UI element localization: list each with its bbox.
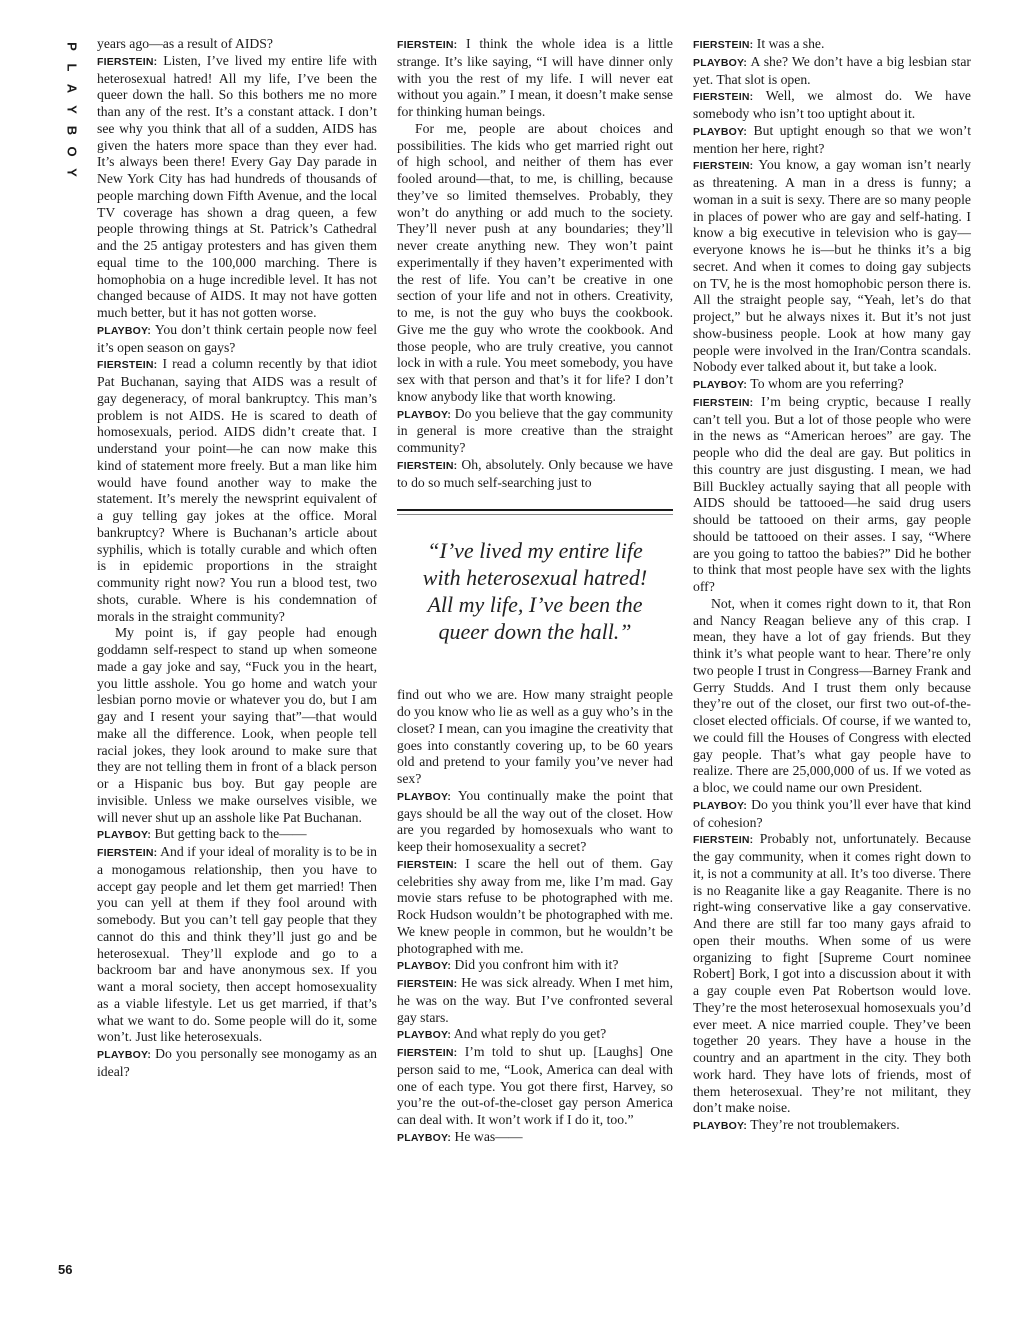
speaker-label: PLAYBOY: — [397, 408, 452, 421]
qa-paragraph — [97, 844, 377, 1046]
qa-paragraph — [397, 1044, 673, 1129]
spine-letter: Y — [64, 105, 80, 114]
qa-paragraph — [97, 356, 377, 625]
speaker-label: FIERSTEIN: — [693, 396, 754, 409]
qa-paragraph — [397, 957, 673, 975]
paragraph-text: They’re not troublemakers. — [747, 1117, 900, 1132]
speaker-label: PLAYBOY: — [97, 324, 152, 337]
spine-letter: P — [64, 42, 80, 51]
paragraph-text: I read a column recently by that idiot Pat Buchanan, saying that AIDS was a result of gay degeneracy, of moral bankruptcy. This man’s problem is not AIDS. He is scared to death of homosexuals, period. AIDS didn’t create that. I understand your point—he can now make this kind of statement more freely. But a man like him would have found another way to make the statement. It’s merely the newsprint equivalent of a guy telling gay jokes at the office. Moral bankruptcy? Where is Buchanan’s article about syphilis, which is totally curable and which often is in epidemic proportions in the straight community right now? You run a blood test, two shots, curable. Where is his condemnation of morals in the straight community? — [97, 356, 377, 624]
paragraph-text: Did you confront him with it? — [451, 957, 619, 973]
speaker-label: FIERSTEIN: — [693, 834, 754, 847]
paragraph-text: To whom are you referring? — [747, 376, 904, 391]
spine-letter: O — [64, 146, 80, 157]
body-paragraph — [397, 687, 673, 788]
speaker-label: FIERSTEIN: — [97, 55, 158, 68]
speaker-label: FIERSTEIN: — [693, 91, 754, 104]
speaker-label: FIERSTEIN: — [397, 1047, 458, 1059]
speaker-label: FIERSTEIN: — [397, 978, 458, 990]
paragraph-text: Listen, I’ve lived my entire life with heterosexual hatred! All my life, I’ve been the queer down the hall. So this bothers me no more than any of the rest. It’s a constant attack. I don’t see why you think that all of a sudden, AIDS has given the haters more space than they ever had. It’s always been there! Every Gay Day parade in New York City has had hundreds of thousands of people marching down Fifth Avenue, and the local TV coverage has shown a drag queen, a few people throwing things at St. Patrick’s Cathedral and the 25 antigay protesters and has given them equal time to the 100,000 marching. There is homophobia on a huge incredible level. It has not changed because of AIDS. It may not have gotten much better, but it has not gotten worse. — [97, 52, 377, 320]
speaker-label: PLAYBOY: — [693, 379, 748, 391]
speaker-label: FIERSTEIN: — [397, 858, 458, 871]
speaker-label: PLAYBOY: — [397, 1029, 452, 1042]
qa-paragraph — [97, 826, 377, 844]
qa-paragraph — [397, 856, 673, 958]
speaker-label: FIERSTEIN: — [693, 39, 754, 51]
text-column-3 — [693, 36, 971, 1135]
paragraph-text: years ago—as a result of AIDS? — [97, 36, 273, 51]
qa-paragraph — [693, 376, 971, 394]
paragraph-text: You know, a gay woman isn’t nearly as threatening. A man in a dress is funny; a woman in a suit is sexy. There are so many people in places of power who are gay and self-hating. I know a big executive in television who is gay—everyone knows he is—but he thinks it’s a big secret. And when it comes to doing gay subjects on TV, he is the most homophobic person there is. All the straight people say, “Yeah, let’s do that project,” but he always nixes it. But it’s not just show-business people. Look at how many gay people were involved in the Iran/Contra scandals. Nobody ever talked about it, but take a look. — [693, 157, 971, 375]
paragraph-text: find out who we are. How many straight people do you know who lie as well as a guy who’s in the closet? I mean, can you imagine the creativity that goes into constantly covering up, to be 60 years old and pretend to your family you’ve never had sex? — [397, 687, 673, 786]
speaker-label: FIERSTEIN: — [397, 459, 458, 472]
speaker-label: PLAYBOY: — [397, 1131, 452, 1144]
qa-paragraph — [397, 36, 673, 121]
paragraph-text: But uptight enough so that we won’t mention her here, right? — [693, 122, 971, 156]
qa-paragraph — [397, 975, 673, 1026]
paragraph-text: Probably not, unfortunately. Because the gay community, when it comes right down to it, is not a community at all. It’s too diverse. There is no Reaganite like a gay Reaganite. There is no right-wing conservative like a gay conservative. And there are still far too many gays afraid to open their mouths. When some of us were organizing to fight [Supreme Court nominee Robert] Bork, I got into a discussion about it with a gay couple even Pat Robertson would love. They’re the most heterosexual homosexuals you’d ever meet. A nice married couple. They’ve been together 20 years. They have a house in the country and an apartment in the city. They both work hard. They have lots of friends, most of them heterosexual. They’re not militant, they don’t make noise. — [693, 831, 971, 1116]
speaker-label: FIERSTEIN: — [397, 39, 458, 51]
qa-paragraph — [693, 797, 971, 832]
qa-paragraph — [97, 53, 377, 322]
paragraph-text: He was—— — [451, 1128, 523, 1144]
paragraph-text: Not, when it comes right down to it, that Ron and Nancy Reagan believe any of this crap. I mean, they have a lot of gay friends. But they think it’s what people want to hear. There’re only two people I trust in Congress—Barney Frank and Gerry Studds. And I trust them only because they’re out of the closet, our first two out-of-the-closet elected officials. Of course, if we wanted to, we could fill the Houses of Congress with elected gay people. That’s what gay people have to realize. There are 25,000,000 of us. If we voted as a bloc, we could name our own President. — [693, 595, 971, 795]
paragraph-text: You don’t think certain people now feel it’s open season on gays? — [97, 321, 377, 355]
body-paragraph — [397, 121, 673, 406]
spine-letter: B — [64, 125, 80, 136]
qa-paragraph — [693, 36, 971, 54]
column-2-bottom — [397, 687, 673, 1146]
pull-quote-box — [397, 509, 673, 665]
spine-letter: A — [64, 83, 80, 94]
paragraph-text: Do you personally see monogamy as an ideal? — [97, 1046, 377, 1079]
paragraph-text: My point is, if gay people had enough goddamn self-respect to stand up when someone made a gay joke and say, “Fuck you in the heart, you little asshole. You go home and watch your lesbian porno movie or whatever you do, but I am gay and I resent your saying that”—that would make all the difference. Look, when people tell racial jokes, they look around to make sure that they are not telling them in front of a black person or a Hispanic bus boy. But gay people are invisible. Unless we make ourselves visible, we will never shut up an asshole like Pat Buchanan. — [97, 625, 377, 825]
paragraph-text: For me, people are about choices and possibilities. The kids who get married right out of high school, and neither of them has ever fooled around—that, to me, is chilling, because they’ve so limited themselves. Probably, they won’t do anything or add much to the society. They’ll never push at any boundaries; they’ll never create anything new. They won’t paint experimentally if they haven’t experimented with the rest of life. You can’t be creative in one section of your life and not in others. Creativity, to me, is not the guy who buys the cookbook. Give me the guy who wrote the cookbook. And those people, who are truly creative, you cannot lock in with a rule. You meet somebody, you have sex with that person and that’s it for life? I don’t know anybody like that worth knowing. — [397, 120, 673, 404]
pull-quote: “I’ve lived my entire life with heterosexual hatred! All my life, I’ve been the queer down the hall.” — [422, 538, 648, 645]
qa-paragraph — [693, 394, 971, 596]
paragraph-text: You continually make the point that gays should be all the way out of the closet. How are you regarded by homosexuals who want to keep their homosexuality a secret? — [397, 787, 673, 854]
speaker-label: FIERSTEIN: — [97, 359, 158, 372]
qa-paragraph — [693, 831, 971, 1117]
paragraph-text: I think the whole idea is a little strange. It’s like saying, “I will have dinner only with you the rest of my life. I will never eat without you again.” I mean, it doesn’t make sense for thinking human beings. — [397, 36, 673, 119]
qa-paragraph — [693, 88, 971, 123]
qa-paragraph — [97, 1046, 377, 1081]
paragraph-text: I’m told to shut up. [Laughs] One person said to me, “Look, America can deal with one of each type. You got there first, Harvey, so you’re the out-of-the-closet gay person America can deal with. It won’t work if I do it, too.” — [397, 1044, 673, 1127]
text-column-1 — [97, 36, 377, 1081]
qa-paragraph — [397, 1026, 673, 1044]
speaker-label: PLAYBOY: — [693, 56, 748, 69]
qa-paragraph — [397, 1129, 673, 1147]
speaker-label: PLAYBOY: — [397, 790, 452, 803]
speaker-label: PLAYBOY: — [97, 829, 152, 842]
page-number: 56 — [58, 1262, 73, 1277]
column-2-top — [397, 36, 673, 491]
paragraph-text: And if your ideal of morality is to be in a monogamous relationship, then you have to accept gay people and let them get married! Then you can yell at them if they fool around with somebody. But you can’t tell gay people that they cannot do this and think they’ll just go and be heterosexual. They’ll explode and go to a backroom bar and have anonymous sex. If you want a moral society, then accept homosexuality as a viable lifestyle. Let us get married, if that’s what we want to do. Some people will do it, some won’t. Just like heterosexuals. — [97, 844, 377, 1045]
qa-paragraph — [397, 788, 673, 856]
paragraph-text: Do you believe that the gay community in general is more creative than the straight community? — [397, 405, 673, 455]
paragraph-text: He was sick already. When I met him, he was on the way. But I’ve confronted several gay stars. — [397, 975, 673, 1025]
speaker-label: PLAYBOY: — [693, 799, 748, 812]
qa-paragraph — [693, 157, 971, 376]
text-column-2 — [397, 36, 673, 1147]
qa-paragraph — [97, 322, 377, 357]
paragraph-text: A she? We don’t have a big lesbian star yet. That slot is open. — [693, 53, 971, 87]
paragraph-text: Oh, absolutely. Only because we have to do so much self-searching just to — [397, 456, 673, 490]
qa-paragraph — [693, 54, 971, 89]
paragraph-text: I’m being cryptic, because I really can’t tell you. But a lot of those people who were in the news as “American heroes” are gay. The people who did the deal are gay. But politics in this country are just disgusting. I mean, we had Bill Buckley actually saying that all people with AIDS should be tattooed—he said drug users should be tattooed on their arms, gay people should be tattooed on their asses. I say, “Where are you going to tattoo the babies?” Did he bother to think that most people have sex with the lights off? — [693, 393, 971, 594]
spine-letter: L — [64, 63, 80, 72]
speaker-label: FIERSTEIN: — [97, 847, 158, 859]
paragraph-text: Do you think you’ll ever have that kind of cohesion? — [693, 796, 971, 830]
qa-paragraph — [693, 1117, 971, 1135]
qa-paragraph — [397, 457, 673, 492]
speaker-label: PLAYBOY: — [97, 1049, 152, 1061]
paragraph-text: Well, we almost do. We have somebody who isn’t too uptight about it. — [693, 88, 971, 121]
magazine-spine-logo — [58, 36, 78, 183]
body-paragraph — [693, 596, 971, 797]
qa-paragraph — [397, 406, 673, 457]
speaker-label: PLAYBOY: — [693, 1120, 748, 1132]
body-paragraph — [97, 625, 377, 826]
paragraph-text: It was a she. — [753, 36, 825, 51]
paragraph-text: But getting back to the—— — [151, 826, 307, 842]
paragraph-text: I scare the hell out of them. Gay celebrities shy away from me, like I’m mad. Gay movie stars refuse to be photographed with me. Rock Hudson wouldn’t be photographed with me. We knew people in common, but he wouldn’t be photographed with me. — [397, 855, 673, 956]
paragraph-text: And what reply do you get? — [451, 1026, 607, 1042]
qa-paragraph — [693, 123, 971, 158]
spine-letter: Y — [64, 168, 80, 177]
speaker-label: PLAYBOY: — [693, 125, 748, 138]
body-paragraph — [97, 36, 377, 53]
speaker-label: FIERSTEIN: — [693, 160, 754, 173]
speaker-label: PLAYBOY: — [397, 960, 452, 973]
